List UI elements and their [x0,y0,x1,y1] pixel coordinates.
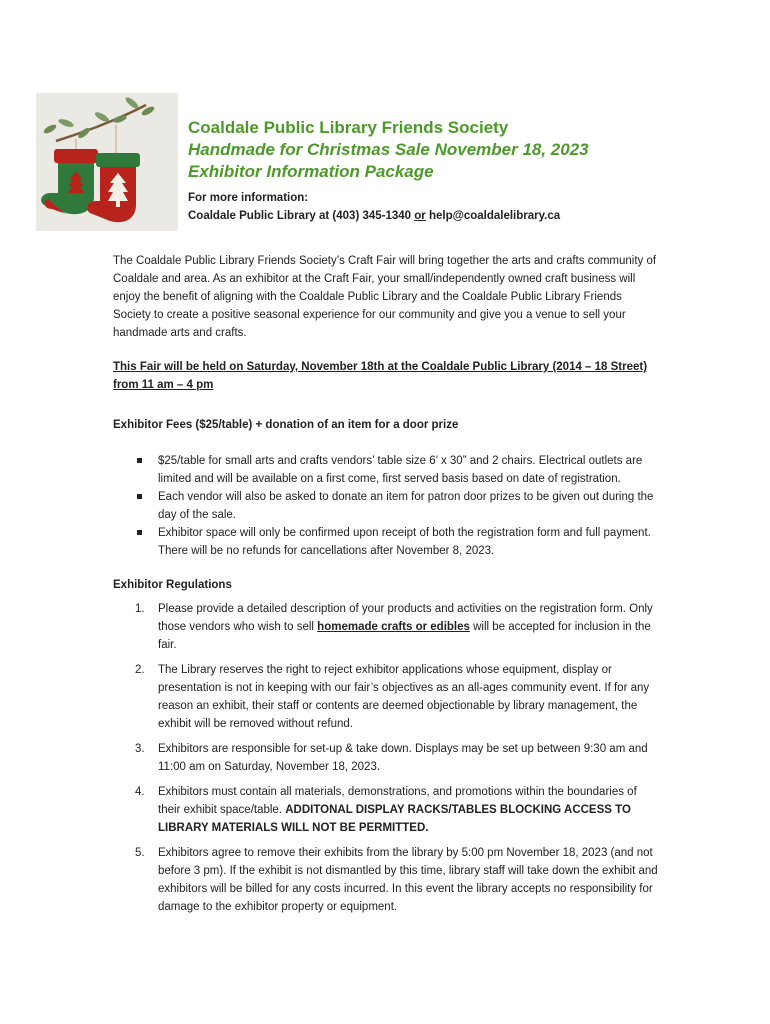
contact-label: For more information: [188,192,309,204]
list-item [113,783,658,837]
regulations-list [113,600,658,916]
list-number: 4. [135,786,145,798]
list-item [113,600,658,654]
regulation-text: Exhibitors are responsible for set-up & take down. Displays may be set up between 9:30 am and 11:00 am on Saturday, November 18, 2023. [158,743,648,773]
regulation-text: The Library reserves the right to reject exhibitor applications whose equipment, display or presentation is not in keeping with our fair’s objectives as an all-ages community event. If for any reason an exhibit, their staff or contents are deemed objectionable by library management, the exhibit will be removed without refund. [158,664,650,730]
fair-date-notice: This Fair will be held on Saturday, November 18th at the Coaldale Public Library (2014 – 18 Street) from 11 am – 4 pm [113,361,648,391]
list-item: $25/table for small arts and crafts vendors’ table size 6’ x 30” and 2 chairs. Electrical outlets are limited and will be available on a first come, first served basis based on date of registration. [113,452,658,488]
stockings-illustration [36,93,178,231]
fees-heading: Exhibitor Fees ($25/table) + donation of an item for a door prize [113,419,459,431]
regulation-text: Exhibitors agree to remove their exhibits from the library by 5:00 pm November 18, 2023 (and not before 3 pm). If the exhibit is not dismantled by this time, library staff will take down the exhibit and exhibitors will be billed for any costs incurred. In this event the library accepts no responsibility for damage to the exhibitor property or equipment. [158,847,658,913]
organization-title: Coaldale Public Library Friends Society [188,118,509,137]
regulation-text: Exhibitors must contain all materials, demonstrations, and promotions within the boundaries of their exhibit space/table. [158,786,637,816]
list-number: 3. [135,743,145,755]
list-item [113,661,658,733]
regulation-emphasis: ADDITONAL DISPLAY RACKS/TABLES BLOCKING ACCESS TO LIBRARY MATERIALS WILL NOT BE PERMITTED. [158,804,631,834]
regulation-text: will be accepted for inclusion in the fair. [158,621,651,651]
package-title: Exhibitor Information Package [188,162,434,181]
sale-title: Handmade for Christmas Sale November 18, 2023 [188,140,589,159]
list-number: 5. [135,847,145,859]
list-item: Exhibitor space will only be confirmed upon receipt of both the registration form and full payment. There will be no refunds for cancellations after November 8, 2023. [113,524,658,560]
contact-phone: Coaldale Public Library at (403) 345-1340 [188,210,412,222]
contact-line [188,207,748,225]
regulations-heading: Exhibitor Regulations [113,579,232,591]
christmas-stockings-image [36,93,178,231]
regulation-emphasis: homemade crafts or edibles [317,621,470,633]
regulation-text: Please provide a detailed description of your products and activities on the registration form. Only those vendors who wish to sell [158,603,653,633]
list-item [113,844,658,916]
list-number: 1. [135,603,145,615]
list-item: Each vendor will also be asked to donate an item for patron door prizes to be given out during the day of the sale. [113,488,658,524]
list-number: 2. [135,664,145,676]
contact-or: or [414,210,426,222]
intro-paragraph: The Coaldale Public Library Friends Society’s Craft Fair will bring together the arts and crafts community of Coaldale and area. As an exhibitor at the Craft Fair, your small/independently owned craft business will enjoy the benefit of aligning with the Coaldale Public Library and the Coaldale Public Library Friends Society to create a positive seasonal experience for our community and give you a venue to sell your handmade arts and crafts. [113,255,657,339]
document-body [113,252,658,923]
header-text-block [188,117,748,225]
contact-email[interactable]: help@coaldalelibrary.ca [428,210,561,222]
list-item [113,740,658,776]
fees-list [113,452,658,560]
